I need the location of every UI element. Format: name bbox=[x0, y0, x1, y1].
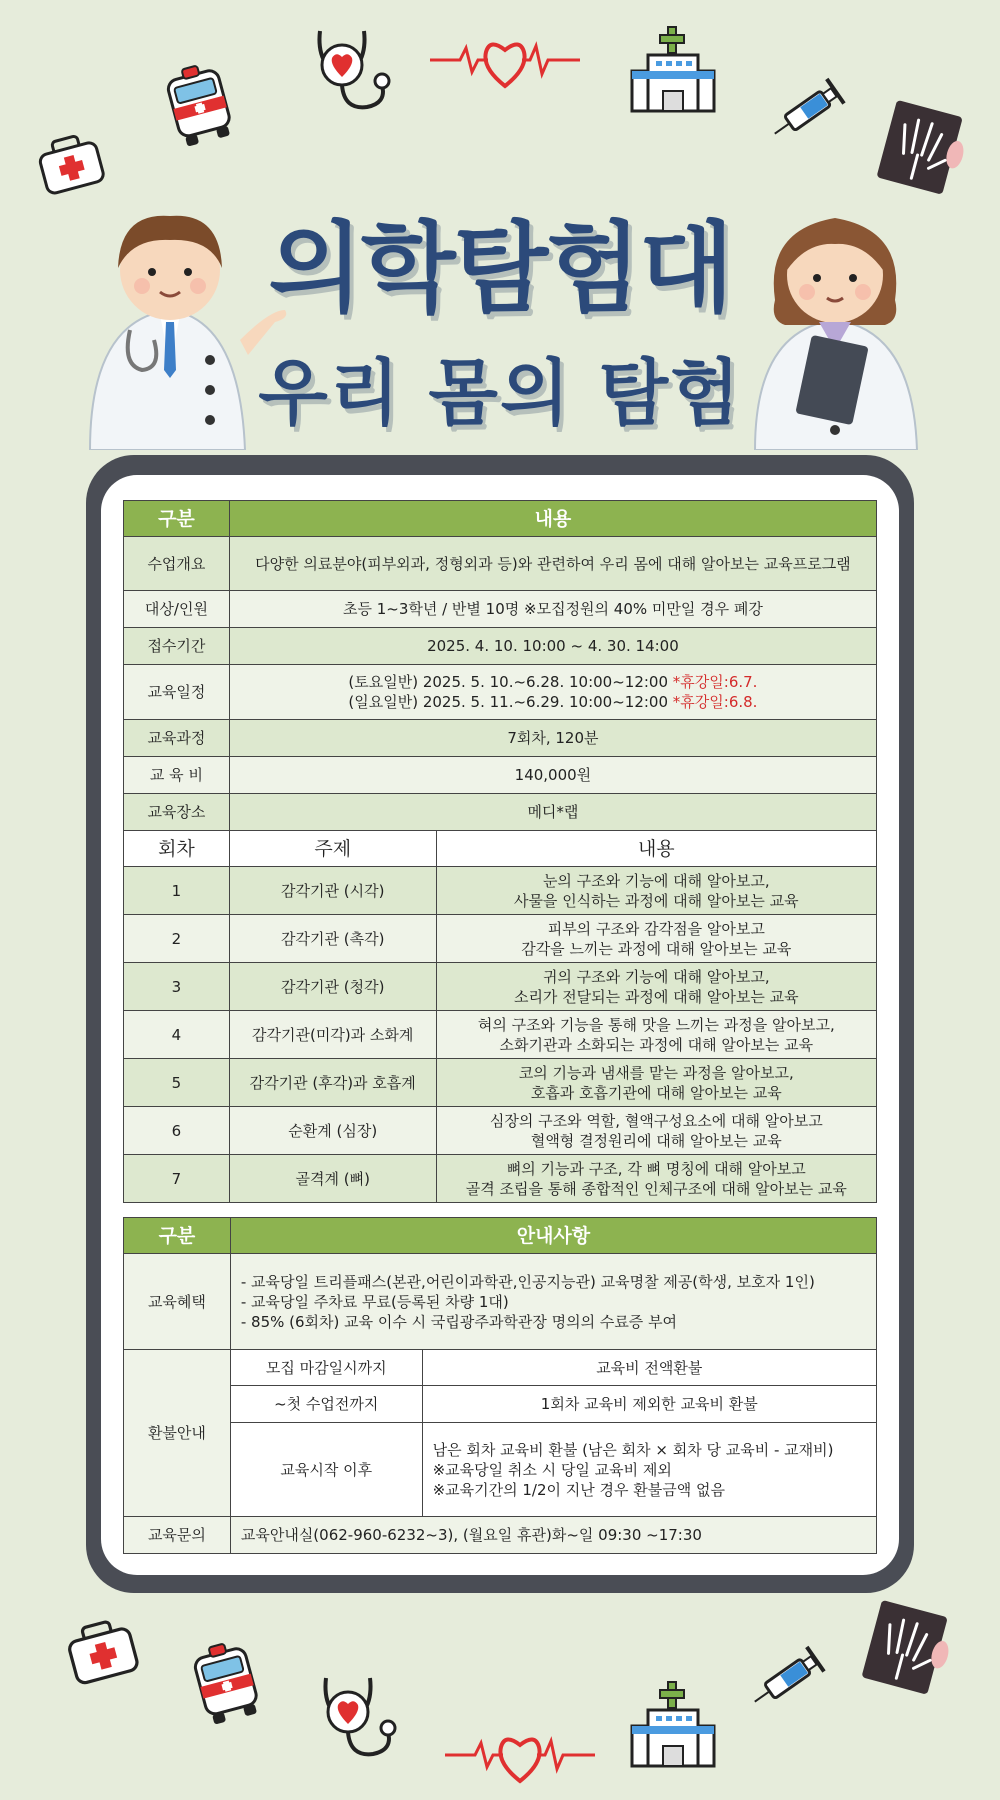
row-value: 2025. 4. 10. 10:00 ~ 4. 30. 14:00 bbox=[229, 628, 876, 665]
session-content bbox=[436, 963, 876, 1011]
benefits-list bbox=[230, 1254, 876, 1350]
hospital-icon bbox=[630, 1680, 720, 1770]
refund-row bbox=[124, 1350, 877, 1386]
contact-label: 교육문의 bbox=[124, 1517, 231, 1554]
table-row bbox=[124, 720, 877, 757]
session-row bbox=[124, 1011, 877, 1059]
content-line: 코의 기능과 냄새를 맡는 과정을 알아보고, bbox=[518, 1063, 794, 1082]
session-content bbox=[436, 867, 876, 915]
session-content bbox=[436, 1155, 876, 1203]
ambulance-icon bbox=[163, 62, 238, 147]
row-label: 교육장소 bbox=[124, 794, 230, 831]
heartbeat-icon bbox=[445, 1725, 595, 1785]
table-row bbox=[124, 591, 877, 628]
refund-when: ~첫 수업전까지 bbox=[230, 1386, 422, 1423]
content-line: 소화기관과 소화되는 과정에 대해 알아보는 교육 bbox=[499, 1035, 814, 1054]
hospital-icon bbox=[630, 25, 720, 115]
session-topic: 감각기관 (후각)과 호흡계 bbox=[229, 1059, 436, 1107]
session-row bbox=[124, 867, 877, 915]
header-content: 내용 bbox=[229, 501, 876, 537]
refund-when: 모집 마감일시까지 bbox=[230, 1350, 422, 1386]
schedule-sunday: (일요일반) 2025. 5. 11.~6.29. 10:00~12:00 bbox=[348, 693, 669, 711]
row-label: 교육과정 bbox=[124, 720, 230, 757]
content-line: 혀의 구조와 기능을 통해 맛을 느끼는 과정을 알아보고, bbox=[477, 1015, 835, 1034]
refund-line: ※교육당일 취소 시 당일 교육비 제외 bbox=[432, 1460, 672, 1479]
syringe-icon bbox=[765, 72, 855, 147]
header-category: 구분 bbox=[124, 1218, 231, 1254]
content-line: 혈액형 결정원리에 대해 알아보는 교육 bbox=[530, 1131, 782, 1150]
table-row bbox=[124, 628, 877, 665]
benefits-label: 교육혜택 bbox=[124, 1254, 231, 1350]
xray-icon bbox=[860, 1600, 955, 1700]
first-aid-kit-icon bbox=[65, 1615, 140, 1685]
page-subtitle: 우리 몸의 탐험 bbox=[258, 351, 742, 435]
contact-info: 교육안내실(062-960-6232~3), (월요일 휴관)화~일 09:30 ~17:30 bbox=[230, 1517, 876, 1554]
refund-line: ※교육기간의 1/2이 지난 경우 환불금액 없음 bbox=[432, 1480, 725, 1499]
row-value: 7회차, 120분 bbox=[229, 720, 876, 757]
content-line: 귀의 구조와 기능에 대해 알아보고, bbox=[542, 967, 770, 986]
content-line: 사물을 인식하는 과정에 대해 알아보는 교육 bbox=[513, 891, 799, 910]
session-content bbox=[436, 1011, 876, 1059]
session-row bbox=[124, 915, 877, 963]
refund-row bbox=[124, 1423, 877, 1517]
first-aid-kit-icon bbox=[36, 130, 106, 195]
holiday-note-sunday: *휴강일:6.8. bbox=[672, 693, 758, 711]
content-line: 뼈의 기능과 구조, 각 뼈 명칭에 대해 알아보고 bbox=[506, 1159, 806, 1178]
schedule-cell bbox=[229, 665, 876, 720]
refund-what: 1회차 교육비 제외한 교육비 환불 bbox=[422, 1386, 876, 1423]
session-topic: 감각기관(미각)과 소화계 bbox=[229, 1011, 436, 1059]
session-row bbox=[124, 963, 877, 1011]
session-row bbox=[124, 1155, 877, 1203]
row-value: 초등 1~3학년 / 반별 10명 ※모집정원의 40% 미만일 경우 폐강 bbox=[229, 591, 876, 628]
header-session-content: 내용 bbox=[436, 831, 876, 867]
session-topic: 감각기관 (시각) bbox=[229, 867, 436, 915]
session-row bbox=[124, 1059, 877, 1107]
refund-when: 교육시작 이후 bbox=[230, 1423, 422, 1517]
session-no: 1 bbox=[124, 867, 230, 915]
session-content bbox=[436, 915, 876, 963]
refund-row bbox=[124, 1386, 877, 1423]
heartbeat-icon bbox=[430, 30, 580, 90]
notice-table bbox=[123, 1217, 877, 1554]
session-content bbox=[436, 1059, 876, 1107]
refund-label: 환불안내 bbox=[124, 1350, 231, 1517]
header-category: 구분 bbox=[124, 501, 230, 537]
session-no: 5 bbox=[124, 1059, 230, 1107]
content-panel bbox=[101, 475, 899, 1575]
content-line: 소리가 전달되는 과정에 대해 알아보는 교육 bbox=[513, 987, 799, 1006]
content-line: 심장의 구조와 역할, 혈액구성요소에 대해 알아보고 bbox=[489, 1111, 823, 1130]
ambulance-icon bbox=[190, 1640, 265, 1725]
session-no: 2 bbox=[124, 915, 230, 963]
benefit-item: - 교육당일 트리플패스(본관,어린이과학관,인공지능관) 교육명찰 제공(학생, 보호자 1인) bbox=[240, 1272, 815, 1291]
schedule-saturday: (토요일반) 2025. 5. 10.~6.28. 10:00~12:00 bbox=[348, 673, 669, 691]
program-info-table bbox=[123, 500, 877, 1203]
session-topic: 순환계 (심장) bbox=[229, 1107, 436, 1155]
header-topic: 주제 bbox=[229, 831, 436, 867]
row-label: 교육일정 bbox=[124, 665, 230, 720]
benefit-item: - 교육당일 주차료 무료(등록된 차량 1대) bbox=[240, 1292, 509, 1311]
benefit-item: - 85% (6회차) 교육 이수 시 국립광주과학관장 명의의 수료증 부여 bbox=[240, 1312, 678, 1331]
table-row bbox=[124, 665, 877, 720]
session-no: 7 bbox=[124, 1155, 230, 1203]
row-value: 메디*랩 bbox=[229, 794, 876, 831]
row-value: 140,000원 bbox=[229, 757, 876, 794]
row-label: 교 육 비 bbox=[124, 757, 230, 794]
content-line: 눈의 구조와 기능에 대해 알아보고, bbox=[542, 871, 770, 890]
row-label: 수업개요 bbox=[124, 537, 230, 591]
header-session-no: 회차 bbox=[124, 831, 230, 867]
xray-icon bbox=[875, 100, 970, 200]
page-title: 의학탐험대 bbox=[268, 212, 732, 326]
content-line: 골격 조립을 통해 종합적인 인체구조에 대해 알아보는 교육 bbox=[465, 1179, 847, 1198]
holiday-note-saturday: *휴강일:6.7. bbox=[672, 673, 758, 691]
session-no: 3 bbox=[124, 963, 230, 1011]
row-value: 다양한 의료분야(피부외과, 정형외과 등)와 관련하여 우리 몸에 대해 알아보는 교육프로그램 bbox=[229, 537, 876, 591]
session-topic: 감각기관 (촉각) bbox=[229, 915, 436, 963]
session-no: 4 bbox=[124, 1011, 230, 1059]
row-label: 대상/인원 bbox=[124, 591, 230, 628]
table-row bbox=[124, 537, 877, 591]
refund-line: 남은 회차 교육비 환불 (남은 회차 × 회차 당 교육비 - 교재비) bbox=[432, 1440, 834, 1459]
content-frame bbox=[86, 455, 914, 1593]
content-line: 감각을 느끼는 과정에 대해 알아보는 교육 bbox=[521, 939, 792, 958]
sessions-header-row bbox=[124, 831, 877, 867]
syringe-icon bbox=[745, 1640, 835, 1715]
header-notice: 안내사항 bbox=[230, 1218, 876, 1254]
refund-what bbox=[422, 1423, 876, 1517]
table-row bbox=[124, 794, 877, 831]
content-line: 호흡과 호흡기관에 대해 알아보는 교육 bbox=[530, 1083, 782, 1102]
session-topic: 감각기관 (청각) bbox=[229, 963, 436, 1011]
benefits-row bbox=[124, 1254, 877, 1350]
row-label: 접수기간 bbox=[124, 628, 230, 665]
table-header-row bbox=[124, 501, 877, 537]
session-content bbox=[436, 1107, 876, 1155]
session-row bbox=[124, 1107, 877, 1155]
session-topic: 골격계 (뼈) bbox=[229, 1155, 436, 1203]
content-line: 피부의 구조와 감각점을 알아보고 bbox=[547, 919, 765, 938]
notice-header-row bbox=[124, 1218, 877, 1254]
contact-row bbox=[124, 1517, 877, 1554]
session-no: 6 bbox=[124, 1107, 230, 1155]
stethoscope-icon bbox=[312, 25, 402, 115]
refund-what: 교육비 전액환불 bbox=[422, 1350, 876, 1386]
stethoscope-icon bbox=[318, 1672, 408, 1762]
table-row bbox=[124, 757, 877, 794]
